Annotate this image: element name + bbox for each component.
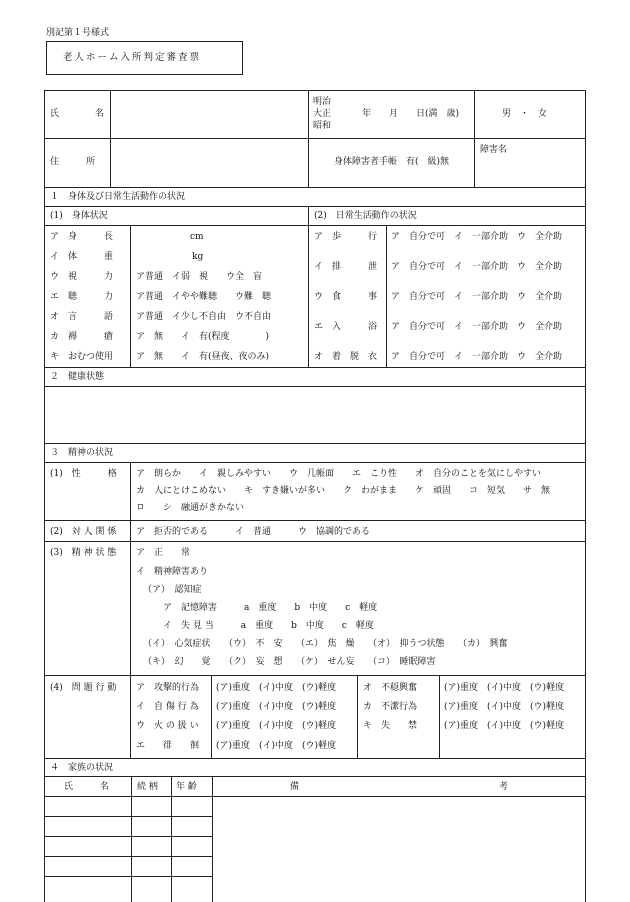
body-row-value[interactable]: ア 無 イ 有(程度 ) (136, 332, 270, 342)
behavior-degree[interactable]: (ア)重度 (イ)中度 (ウ)軽度 (216, 683, 337, 693)
behavior-item: イ 自 傷 行 為 (136, 702, 199, 712)
adl-row-label: イ 排 泄 (314, 262, 378, 272)
body-row-value[interactable]: ア普通 イ弱 視 ウ全 盲 (136, 272, 263, 282)
body-row-label: キ おむつ使用 (50, 352, 114, 362)
body-row-label: オ 言 語 (50, 312, 114, 322)
adl-row-value[interactable]: ア 自分で可 イ 一部介助 ウ 全介助 (391, 352, 563, 362)
adl-row-label: ア 歩 行 (314, 232, 378, 242)
body-row-value[interactable]: cm (190, 232, 204, 242)
body-row-value[interactable]: ア普通 イやや難聴 ウ難 聴 (136, 292, 272, 302)
body-row-value[interactable]: ア普通 イ少し不自由 ウ不自由 (136, 312, 272, 322)
body-row-label: ア 身 長 (50, 232, 114, 242)
health-status-field[interactable] (45, 387, 585, 442)
era-meiji: 明治 (313, 97, 332, 107)
behavior-degree[interactable]: (ア)重度 (イ)中度 (ウ)軽度 (216, 741, 337, 751)
personality-label: (1) 性 格 (50, 469, 117, 479)
personality-line[interactable]: ア 朗らか イ 親しみやすい ウ 几帳面 エ こり性 オ 自分のことを気にしやすい (136, 469, 542, 479)
behavior-degree[interactable]: (ア)重度 (イ)中度 (ウ)軽度 (216, 702, 337, 712)
adl-row-value[interactable]: ア 自分で可 イ 一部介助 ウ 全介助 (391, 232, 563, 242)
handbook-field[interactable]: 身体障害者手帳 有( 級)無 (334, 157, 450, 167)
body-status-title: (1) 身体状況 (50, 211, 108, 221)
body-row-label: エ 聴 力 (50, 292, 114, 302)
behavior-degree[interactable]: (ア)重度 (イ)中度 (ウ)軽度 (444, 683, 565, 693)
adl-row-label: オ 着 脱 衣 (314, 352, 378, 362)
section2-title: ２ 健康状態 (50, 372, 105, 382)
adl-title: (2) 日常生活動作の状況 (314, 211, 417, 221)
adl-row-value[interactable]: ア 自分で可 イ 一部介助 ウ 全介助 (391, 262, 563, 272)
body-row-value[interactable]: ア 無 イ 有(昼夜、夜のみ) (136, 352, 270, 362)
sex-field[interactable]: 男 ・ 女 (502, 109, 548, 119)
section1-title: １ 身体及び日常生活動作の状況 (50, 192, 186, 202)
name-field[interactable] (111, 91, 307, 137)
birthdate-field[interactable]: 年 月 日(満 歳) (362, 109, 460, 119)
mental-line[interactable]: （キ） 幻 覚 （ク） 妄 想 （ケ） せん妄 （コ） 睡眠障害 (143, 657, 436, 667)
behavior-degree[interactable]: (ア)重度 (イ)中度 (ウ)軽度 (444, 702, 565, 712)
mental-line[interactable]: ア 正 常 (136, 548, 191, 558)
family-col-relation: 続 柄 (137, 782, 158, 792)
behavior-label: (4) 問 題 行 動 (50, 683, 117, 693)
era-taisho: 大正 (313, 109, 332, 119)
personality-line[interactable]: カ 人にとけこめない キ すき嫌いが多い ク わがまま ケ 頑固 コ 短気 サ 無 (136, 486, 551, 496)
relation-label: (2) 対 人 関 係 (50, 527, 117, 537)
family-col-age: 年 齢 (176, 782, 197, 792)
adl-row-label: ウ 食 事 (314, 292, 378, 302)
adl-row-value[interactable]: ア 自分で可 イ 一部介助 ウ 全介助 (391, 322, 563, 332)
era-showa: 昭和 (313, 121, 332, 131)
family-col-remarks-1: 備 (290, 782, 300, 792)
family-remarks-field[interactable] (213, 797, 585, 902)
relation-options[interactable]: ア 拒否的である イ 普通 ウ 協調的である (136, 527, 371, 537)
family-col-name: 氏 名 (64, 782, 110, 792)
body-row-value[interactable]: kg (192, 252, 204, 262)
mental-line[interactable]: イ 失 見 当 a 重度 b 中度 c 軽度 (163, 621, 374, 631)
mental-line[interactable]: イ 精神障害あり (136, 567, 209, 577)
section4-title: ４ 家族の状況 (50, 763, 114, 773)
behavior-item: ア 攻撃的行為 (136, 683, 200, 693)
body-row-label: イ 体 重 (50, 252, 114, 262)
form-title-box (46, 41, 243, 75)
personality-line[interactable]: ロ シ 融通がきかない (136, 503, 245, 513)
section3-title: ３ 精神の状況 (50, 448, 114, 458)
body-row-label: ウ 視 力 (50, 272, 114, 282)
behavior-degree[interactable]: (ア)重度 (イ)中度 (ウ)軽度 (216, 721, 337, 731)
behavior-item: キ 失 禁 (363, 721, 418, 731)
body-row-label: カ 褥 瘡 (50, 332, 114, 342)
behavior-item: カ 不潔行為 (363, 702, 418, 712)
mental-line[interactable]: ア 記憶障害 a 重度 b 中度 c 軽度 (163, 603, 378, 613)
form-number-label: 別記第１号様式 (46, 28, 110, 38)
form-title: 老人ホーム入所判定審査票 (63, 52, 202, 63)
mental-line[interactable]: （イ） 心気症状 （ウ） 不 安 （エ） 焦 燥 （オ） 抑うつ状態 （カ） 興奮 (143, 639, 508, 649)
mental-label: (3) 精 神 状 態 (50, 548, 117, 558)
adl-row-label: エ 入 浴 (314, 322, 378, 332)
behavior-item: エ 徘 徊 (136, 741, 200, 751)
behavior-item: オ 不穏興奮 (363, 683, 418, 693)
address-label: 住 所 (50, 157, 96, 167)
behavior-item: ウ 火 の 扱 い (136, 721, 199, 731)
mental-line[interactable]: （ア） 認知症 (143, 585, 202, 595)
address-field[interactable] (111, 139, 307, 186)
name-label: 氏 名 (50, 109, 105, 119)
disability-label: 障害名 (480, 145, 508, 155)
family-col-remarks-2: 考 (499, 782, 509, 792)
behavior-degree[interactable]: (ア)重度 (イ)中度 (ウ)軽度 (444, 721, 565, 731)
adl-row-value[interactable]: ア 自分で可 イ 一部介助 ウ 全介助 (391, 292, 563, 302)
